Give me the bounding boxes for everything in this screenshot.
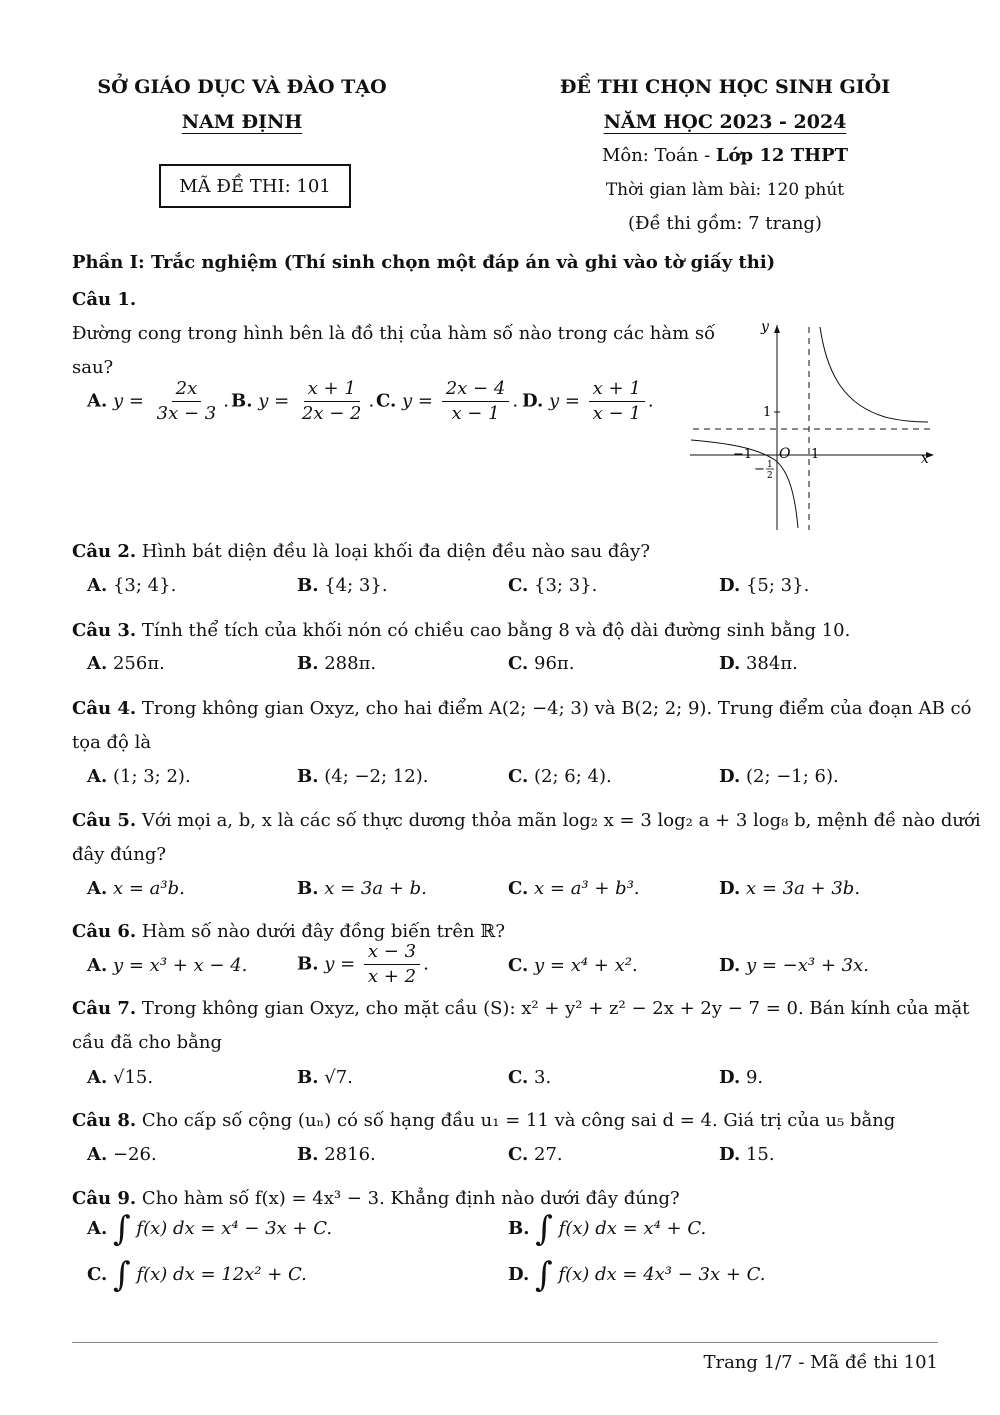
q1-text-cont: sau? <box>72 357 114 378</box>
q1-option-a: A. y = $\frac{2x}{3x - 3}$ . <box>87 378 229 424</box>
tick-x-1: 1 <box>811 447 820 462</box>
q5-option-c: C. x = a³ + b³. <box>508 878 640 899</box>
q9-option-c: C. ∫ f(x) dx = 12x² + C. <box>87 1255 307 1295</box>
q2-option-d: D. {5; 3}. <box>719 575 810 596</box>
exam-title: ĐỀ THI CHỌN HỌC SINH GIỎI <box>559 76 891 98</box>
q1-text: Đường cong trong hình bên là đồ thị của hàm số nào trong các hàm số <box>72 323 716 344</box>
page-count: (Đề thi gồm: 7 trang) <box>628 213 822 234</box>
q8-option-b: B. 2816. <box>297 1144 376 1165</box>
q5-option-d: D. x = 3a + 3b. <box>719 878 861 899</box>
q4-option-c: C. (2; 6; 4). <box>508 766 612 787</box>
exam-code: MÃ ĐỀ THI: 101 <box>179 176 331 197</box>
q1-option-d: D. y = $\frac{x + 1}{x - 1}$ . <box>522 378 654 424</box>
y-axis-label: y <box>761 319 769 335</box>
q2-option-a: A. {3; 4}. <box>87 575 177 596</box>
tick-y-1: 1 <box>763 405 772 420</box>
footer-divider <box>72 1342 938 1343</box>
q5-text-cont: đây đúng? <box>72 844 167 865</box>
section-title: Phần I: Trắc nghiệm (Thí sinh chọn một đáp án và ghi vào tờ giấy thi) <box>72 252 776 273</box>
q5-text: Câu 5. Với mọi a, b, x là các số thực dương thỏa mãn log₂ x = 3 log₂ a + 3 log₈ b, mệnh đề nào dưới <box>72 810 981 831</box>
half-den: 2 <box>767 471 773 481</box>
q7-text: Câu 7. Trong không gian Oxyz, cho mặt cầu (S): x² + y² + z² − 2x + 2y − 7 = 0. Bán kính của mặt <box>72 998 970 1019</box>
half-sign: − <box>754 462 765 477</box>
q4-option-b: B. (4; −2; 12). <box>297 766 429 787</box>
q9-option-b: B. ∫ f(x) dx = x⁴ + C. <box>508 1209 707 1249</box>
q1-option-c: C. y = $\frac{2x - 4}{x - 1}$ . <box>376 378 519 424</box>
q6-option-b: B. y = $\frac{x - 3}{x + 2}$ . <box>297 941 429 987</box>
q5-option-a: A. x = a³b. <box>87 878 185 899</box>
origin-label: O <box>779 446 791 462</box>
q6-option-c: C. y = x⁴ + x². <box>508 955 638 976</box>
q2-option-b: B. {4; 3}. <box>297 575 388 596</box>
province-name: NAM ĐỊNH <box>181 111 303 133</box>
q6-option-a: A. y = x³ + x − 4. <box>87 955 248 976</box>
q6-text: Câu 6. Hàm số nào dưới đây đồng biến trên ℝ? <box>72 921 505 942</box>
right-branch <box>820 327 928 422</box>
q8-option-c: C. 27. <box>508 1144 563 1165</box>
exam-time: Thời gian làm bài: 120 phút <box>605 180 845 200</box>
y-axis-arrow <box>774 325 780 333</box>
department-title: SỞ GIÁO DỤC VÀ ĐÀO TẠO <box>97 76 387 98</box>
q4-option-d: D. (2; −1; 6). <box>719 766 839 787</box>
half-num: 1 <box>767 460 773 470</box>
tick-x-minus-1: −1 <box>733 447 753 462</box>
q8-text: Câu 8. Cho cấp số cộng (uₙ) có số hạng đầu u₁ = 11 và công sai d = 4. Giá trị của u₅ bằng <box>72 1110 896 1131</box>
q8-option-a: A. −26. <box>87 1144 157 1165</box>
q3-option-b: B. 288π. <box>297 653 377 674</box>
q1-function-graph <box>685 315 940 535</box>
q3-option-c: C. 96π. <box>508 653 575 674</box>
q2-text: Câu 2. Hình bát diện đều là loại khối đa diện đều nào sau đây? <box>72 541 650 562</box>
q9-option-a: A. ∫ f(x) dx = x⁴ − 3x + C. <box>87 1209 333 1249</box>
school-year: NĂM HỌC 2023 - 2024 <box>603 111 847 133</box>
q2-option-c: C. {3; 3}. <box>508 575 598 596</box>
q8-option-d: D. 15. <box>719 1144 775 1165</box>
q1-label: Câu 1. <box>72 289 137 310</box>
q9-text: Câu 9. Cho hàm số f(x) = 4x³ − 3. Khẳng định nào dưới đây đúng? <box>72 1188 680 1209</box>
q3-text: Câu 3. Tính thể tích của khối nón có chiều cao bằng 8 và độ dài đường sinh bằng 10. <box>72 620 851 641</box>
q3-option-a: A. 256π. <box>87 653 165 674</box>
q4-text: Câu 4. Trong không gian Oxyz, cho hai điểm A(2; −4; 3) và B(2; 2; 9). Trung điểm của đoạn AB có <box>72 698 972 719</box>
subject: Môn: Toán - Lớp 12 THPT <box>601 145 849 166</box>
page-footer: Trang 1/7 - Mã đề thi 101 <box>703 1352 938 1373</box>
x-axis-label: x <box>921 451 929 467</box>
q7-option-c: C. 3. <box>508 1067 552 1088</box>
q3-option-d: D. 384π. <box>719 653 798 674</box>
q7-text-cont: cầu đã cho bằng <box>72 1032 223 1053</box>
q7-option-a: A. √15. <box>87 1067 154 1088</box>
q9-option-d: D. ∫ f(x) dx = 4x³ − 3x + C. <box>508 1255 766 1295</box>
q1-option-b: B. y = $\frac{x + 1}{2x - 2}$ . <box>231 378 375 424</box>
q4-text-cont: tọa độ là <box>72 732 152 753</box>
q7-option-b: B. √7. <box>297 1067 353 1088</box>
q7-option-d: D. 9. <box>719 1067 764 1088</box>
q5-option-b: B. x = 3a + b. <box>297 878 427 899</box>
q4-option-a: A. (1; 3; 2). <box>87 766 191 787</box>
q6-option-d: D. y = −x³ + 3x. <box>719 955 869 976</box>
